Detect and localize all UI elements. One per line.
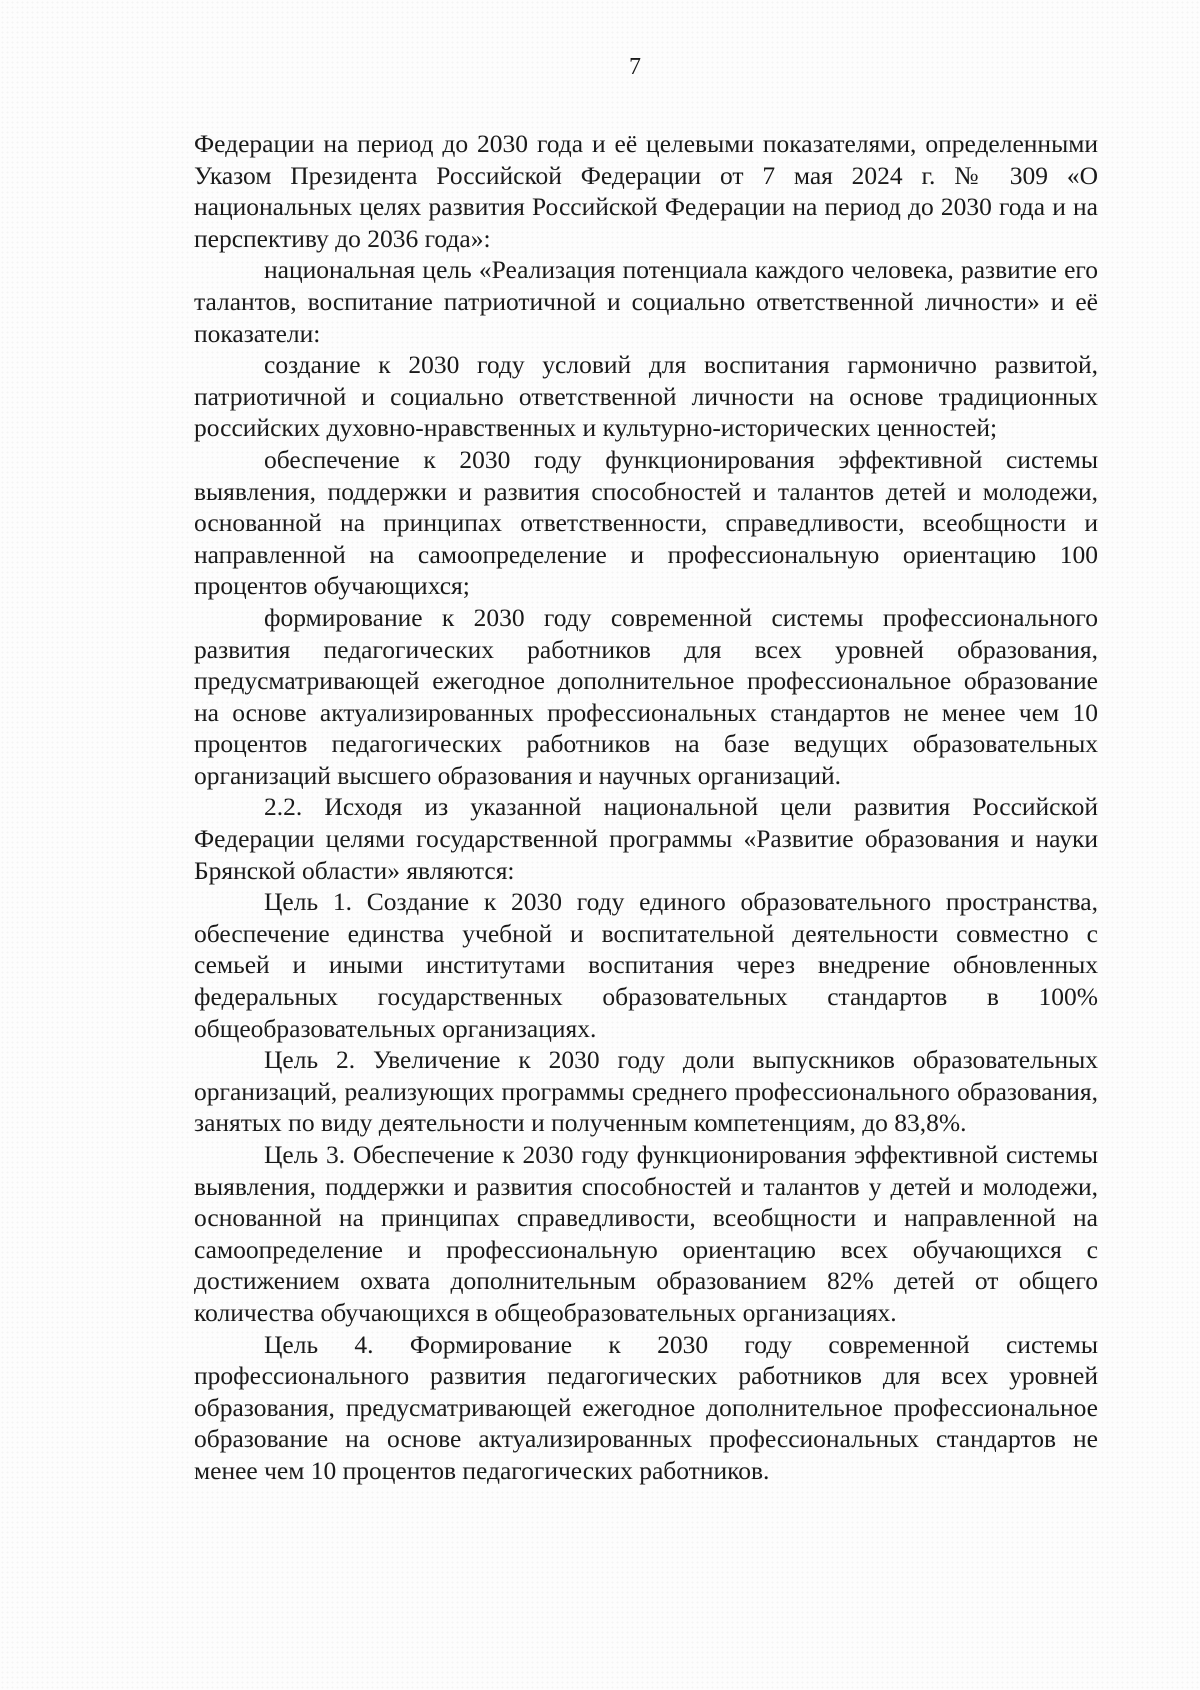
paragraph-goal-4: Цель 4. Формирование к 2030 году современной системы профессионального развития педагогических работников для всех уровней образования, предусматривающей ежегодное дополнительное профессиональное образование на основе актуализированных профессиональных стандартов не менее чем 10 процентов педагогических работников. [194,1329,1098,1485]
paragraph-goal-2: Цель 2. Увеличение к 2030 году доли выпускников образовательных организаций, реализующих программы среднего профессионального образования, занятых по виду деятельности и полученным компетенциям, до 83,8%. [194,1045,1098,1138]
paragraph-continuation: Федерации на период до 2030 года и её целевыми показателями, определенными Указом Президента Российской Федерации от 7 мая 2024 г. № 309 «О национальных целях развития Российской Федерации на период до 2030 года и на перспективу до 2036 года»: [194,129,1098,253]
paragraph-indicator-3: формирование к 2030 году современной системы профессионального развития педагогических работников для всех уровней образования, предусматривающей ежегодное дополнительное профессиональное образование на основе актуализированных профессиональных стандартов не менее чем 10 процентов педагогических работников на базе ведущих образовательных организаций высшего образования и научных организаций. [194,602,1098,790]
paragraph-goal-1: Цель 1. Создание к 2030 году единого образовательного пространства, обеспечение единства учебной и воспитательной деятельности совместно с семьей и иными институтами воспитания через внедрение обновленных федеральных государственных образовательных стандартов в 100% общеобразовательных организациях. [194,887,1098,1043]
paragraph-section-2-2: 2.2. Исходя из указанной национальной цели развития Российской Федерации целями государственной программы «Развитие образования и науки Брянской области» являются: [194,792,1098,885]
document-body [194,128,1098,1487]
paragraph-indicator-2: обеспечение к 2030 году функционирования эффективной системы выявления, поддержки и развития способностей и талантов детей и молодежи, основанной на принципах ответственности, справедливости, всеобщности и направленной на самоопределение и профессиональную ориентацию 100 процентов обучающихся; [194,444,1098,601]
page-number: 7 [629,54,641,80]
paragraph-national-goal: национальная цель «Реализация потенциала каждого человека, развитие его талантов, воспитание патриотичной и социально ответственной личности» и её показатели: [194,255,1098,348]
paragraph-indicator-1: создание к 2030 году условий для воспитания гармонично развитой, патриотичной и социально ответственной личности на основе традиционных российских духовно-нравственных и культурно-исторических ценностей; [194,350,1098,443]
paragraph-goal-3: Цель 3. Обеспечение к 2030 году функционирования эффективной системы выявления, поддержки и развития способностей и талантов у детей и молодежи, основанной на принципах справедливости, всеобщности и направленной на самоопределение и профессиональную ориентацию всех обучающихся с достижением охвата дополнительным образованием 82% детей от общего количества обучающихся в общеобразовательных организациях. [194,1140,1098,1327]
